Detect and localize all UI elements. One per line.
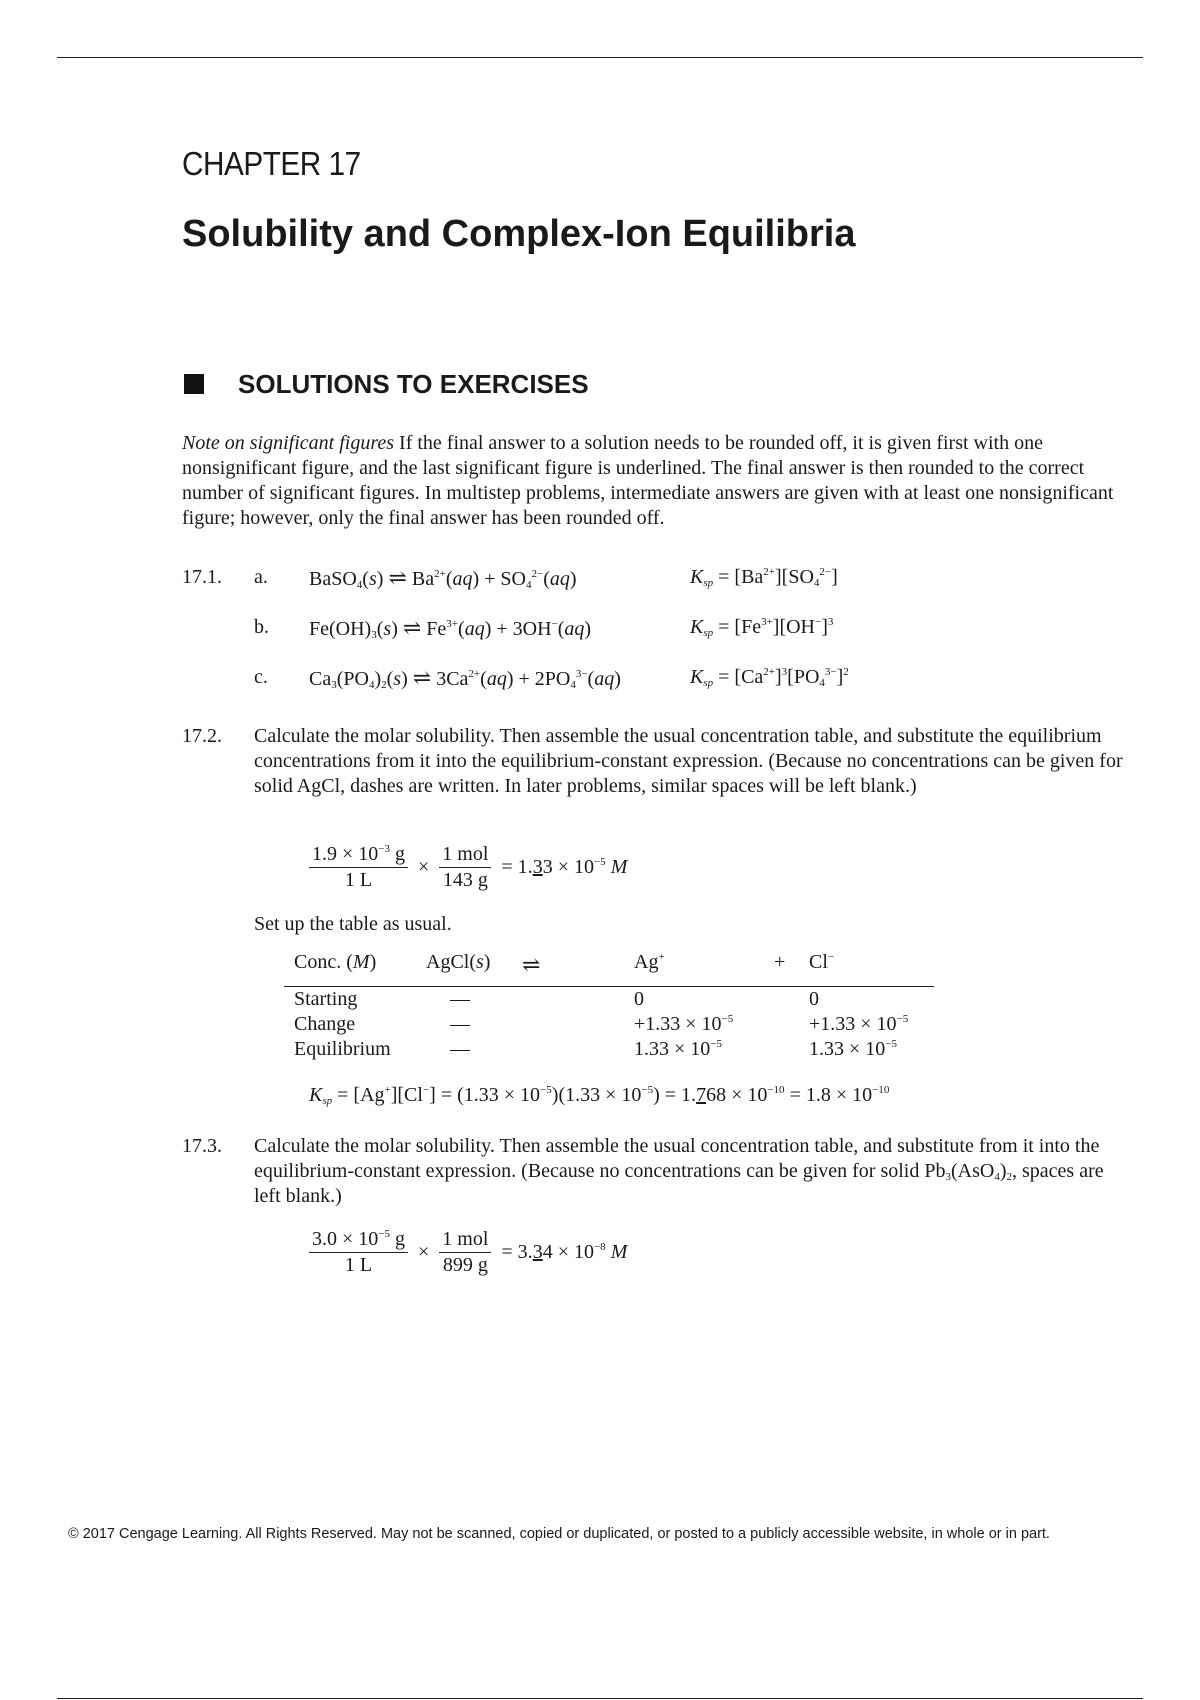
problem-number-17-1: 17.1.	[182, 566, 222, 588]
bottom-rule	[57, 1698, 1143, 1699]
table-cell-label: Change	[294, 1013, 356, 1035]
table-body	[284, 987, 934, 1062]
note-paragraph	[182, 431, 1127, 531]
ksp-17-1-c: $K_{sp} = [Ca^{2+}]^3[PO_4^{3-}]^2$	[690, 666, 849, 689]
chapter-title: Solubility and Complex-Ion Equilibria	[182, 213, 856, 255]
table-cell-cl: $+1.33 \times 10^{-5}$	[809, 1013, 909, 1035]
copyright-footer: © 2017 Cengage Learning. All Rights Reserved. May not be scanned, copied or duplicated, or posted to a publicly accessible website, in whole or in part.	[68, 1526, 1050, 1542]
equation-17-1-b: $Fe(OH)_3(s)$ ⇌ $Fe^{3+}(aq) + 3OH^-(aq)$	[309, 615, 592, 641]
item-label-c: c.	[254, 666, 268, 688]
table-cell-solid: —	[450, 1013, 470, 1035]
table-cell-label: Equilibrium	[294, 1038, 391, 1060]
table-cell-ag: $1.33 \times 10^{-5}$	[634, 1038, 722, 1060]
fraction-mass-per-liter: $\frac{1.9 \times 10^{-3} g}{1 L}$	[309, 843, 408, 892]
top-rule	[57, 57, 1143, 58]
ksp-17-2-result: $K_{sp} = [Ag^+][Cl^-] = (1.33 \times 10^{-5})(1.33 \times 10^{-5}) = 1.768 \times 10^{-10} = 1.8 \times 10^{-10}$	[309, 1084, 890, 1107]
section-bullet-icon	[184, 374, 204, 394]
table-cell-label: Starting	[294, 988, 358, 1010]
setup-text: Set up the table as usual.	[254, 913, 452, 935]
table-row	[284, 1037, 934, 1062]
solubility-calc-17-3: $\frac{3.0 \times 10^{-5} g}{1 L}$ × $\frac{\text{1 mol}}{899 g}$ = $3.34 \times 10^{-8}$ M	[309, 1228, 627, 1277]
problem-17-2-text: Calculate the molar solubility. Then assemble the usual concentration table, and substitute the equilibrium concentrations from it into the equilibrium-constant expression. (Because no concentrations can be given for solid AgCl, dashes are written. In later problems, similar spaces will be left blank.)	[254, 725, 1123, 797]
table-cell-solid: —	[450, 1038, 470, 1060]
table-cell-ag: 0	[634, 988, 644, 1010]
table-row	[284, 1012, 934, 1037]
table-cell-cl: $1.33 \times 10^{-5}$	[809, 1038, 897, 1060]
problem-number-17-2: 17.2.	[182, 725, 222, 747]
item-label-a: a.	[254, 566, 268, 588]
ksp-17-1-b: $K_{sp} = [Fe^{3+}][OH^-]^3$	[690, 616, 834, 639]
item-label-b: b.	[254, 616, 269, 638]
table-header: Conc. (M) AgCl(s) ⇌ Ag+ + Cl−	[294, 951, 835, 977]
problem-17-3-text: Calculate the molar solubility. Then assemble the usual concentration table, and substitute from it into the equilibrium-constant expression. (Because no concentrations can be given for solid $Pb_3(AsO_4)_2$, spaces are left blank.)	[254, 1135, 1104, 1207]
note-text: If the final answer to a solution needs to be rounded off, it is given first with one nonsignificant figure, and the last significant figure is underlined. The final answer is then rounded to the correct number of significant figures. In multistep problems, intermediate answers are given with at least one nonsignificant figure; however, only the final answer has been rounded off.	[182, 432, 1114, 529]
fraction-mass-per-liter-17-3: $\frac{3.0 \times 10^{-5} g}{1 L}$	[309, 1228, 408, 1277]
concentration-table	[284, 950, 934, 1062]
table-row	[284, 987, 934, 1012]
table-cell-cl: 0	[809, 988, 819, 1010]
table-cell-solid: —	[450, 988, 470, 1010]
table-cell-ag: $+1.33 \times 10^{-5}$	[634, 1013, 734, 1035]
note-lead: Note on significant figures	[182, 432, 395, 454]
problem-number-17-3: 17.3.	[182, 1135, 222, 1157]
fraction-mol-per-gram-17-3: $\frac{\text{1 mol}}{899 g}$	[439, 1228, 491, 1277]
solubility-calc-17-2: $\frac{1.9 \times 10^{-3} g}{1 L}$ × $\frac{\text{1 mol}}{143 g}$ = $1.33 \times 10^{-5}$ M	[309, 843, 627, 892]
equation-17-1-c: $Ca_3(PO_4)_2(s)$ ⇌ $3Ca^{2+}(aq) + 2PO_4^{3-}(aq)$	[309, 665, 621, 691]
ksp-17-1-a: $K_{sp} = [Ba^{2+}][SO_4^{2-}]$	[690, 566, 838, 589]
fraction-mol-per-gram: $\frac{\text{1 mol}}{143 g}$	[439, 843, 491, 892]
section-title: SOLUTIONS TO EXERCISES	[238, 369, 589, 399]
equation-17-1-a: BaSO$_4$(s) ⇌ $Ba^{2+}(aq) + SO_4^{2-}(aq)$	[309, 565, 577, 591]
chapter-label: CHAPTER 17	[182, 145, 361, 182]
